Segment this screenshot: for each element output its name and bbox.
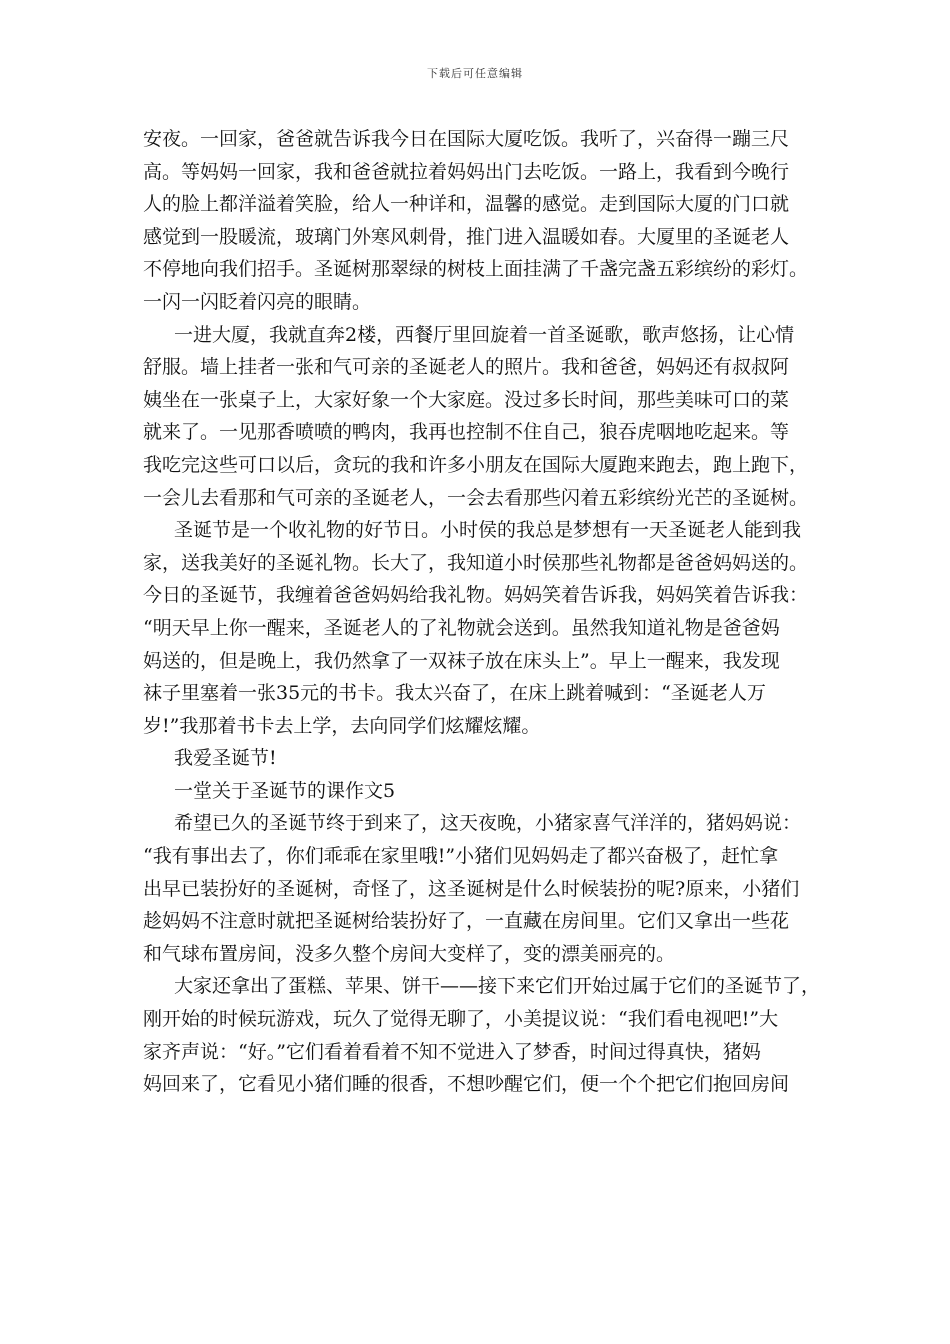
text-line: 出早已装扮好的圣诞树，奇怪了，这圣诞树是什么时候装扮的呢?原来，小猪们 <box>143 877 800 900</box>
text-line: 圣诞节是一个收礼物的好节日。小时侯的我总是梦想有一天圣诞老人能到我 <box>174 519 802 542</box>
text-line: 安夜。一回家，爸爸就告诉我今日在国际大厦吃饭。我听了，兴奋得一蹦三尺 <box>143 128 790 150</box>
text-line: 我吃完这些可口以后，贪玩的我和许多小朋友在国际大厦跑来跑去，跑上跑下， <box>143 453 809 476</box>
text-line: 舒服。墙上挂者一张和气可亲的圣诞老人的照片。我和爸爸，妈妈还有叔叔阿 <box>143 356 790 379</box>
text-line: 家齐声说：“好。”它们看着看着不知不觉进入了梦香，时间过得真快，猪妈 <box>143 1040 761 1063</box>
text-line: 今日的圣诞节，我缠着爸爸妈妈给我礼物。妈妈笑着告诉我，妈妈笑着告诉我： <box>143 584 809 607</box>
text-line: 刚开始的时候玩游戏，玩久了觉得无聊了，小美提议说：“我们看电视吧!”大 <box>143 1008 779 1031</box>
text-line: 家，送我美好的圣诞礼物。长大了，我知道小时侯那些礼物都是爸爸妈妈送的。 <box>143 551 809 574</box>
text-line: 不停地向我们招手。圣诞树那翠绿的树枝上面挂满了千盏完盏五彩缤纷的彩灯。 <box>143 258 809 281</box>
text-line: 高。等妈妈一回家，我和爸爸就拉着妈妈出门去吃饭。一路上，我看到今晚行 <box>143 160 790 183</box>
text-line: 一闪一闪眨着闪亮的眼睛。 <box>143 290 372 313</box>
text-line: 岁!”我那着书卡去上学，去向同学们炫耀炫耀。 <box>143 714 541 737</box>
text-line: 人的脸上都洋溢着笑脸，给人一种详和，温馨的感觉。走到国际大厦的门口就 <box>143 193 790 216</box>
text-line: 希望已久的圣诞节终于到来了，这天夜晚，小猪家喜气洋洋的，猪妈妈说： <box>174 812 802 835</box>
text-line: 就来了。一见那香喷喷的鸭肉，我再也控制不住自己，狼吞虎咽地吃起来。等 <box>143 421 790 444</box>
text-line: 袜子里塞着一张35元的书卡。我太兴奋了，在床上跳着喊到：“圣诞老人万 <box>143 682 766 705</box>
text-line: 一进大厦，我就直奔2楼，西餐厅里回旋着一首圣诞歌，歌声悠扬，让心情 <box>174 323 795 346</box>
text-line: 和气球布置房间，没多久整个房间大变样了，变的漂美丽亮的。 <box>143 942 676 965</box>
text-line: 妈回来了，它看见小猪们睡的很香，不想吵醒它们，便一个个把它们抱回房间 <box>143 1073 790 1096</box>
text-line: 大家还拿出了蛋糕、苹果、饼干——接下来它们开始过属于它们的圣诞节了， <box>174 975 821 998</box>
text-line: 妈送的，但是晚上，我仍然拿了一双袜子放在床头上”。早上一醒来，我发现 <box>143 649 780 672</box>
text-line: 趁妈妈不注意时就把圣诞树给装扮好了，一直藏在房间里。它们又拿出一些花 <box>143 910 790 933</box>
document-body <box>143 123 823 1101</box>
text-line: “明天早上你一醒来，圣诞老人的了礼物就会送到。虽然我知道礼物是爸爸妈 <box>143 616 780 639</box>
text-line: 一堂关于圣诞节的课作文5 <box>174 779 396 802</box>
text-line: 一会儿去看那和气可亲的圣诞老人，一会去看那些闪着五彩缤纷光芒的圣诞树。 <box>143 486 809 509</box>
text-line: “我有事出去了，你们乖乖在家里哦!”小猪们见妈妈走了都兴奋极了，赶忙拿 <box>143 845 779 868</box>
text-line: 感觉到一股暖流，玻璃门外寒风刺骨，推门进入温暖如春。大厦里的圣诞老人 <box>143 225 790 248</box>
text-line: 我爱圣诞节! <box>174 747 277 770</box>
text-line: 姨坐在一张桌子上，大家好象一个大家庭。没过多长时间，那些美味可口的菜 <box>143 388 790 411</box>
page-header: 下载后可任意编辑 <box>427 67 523 80</box>
